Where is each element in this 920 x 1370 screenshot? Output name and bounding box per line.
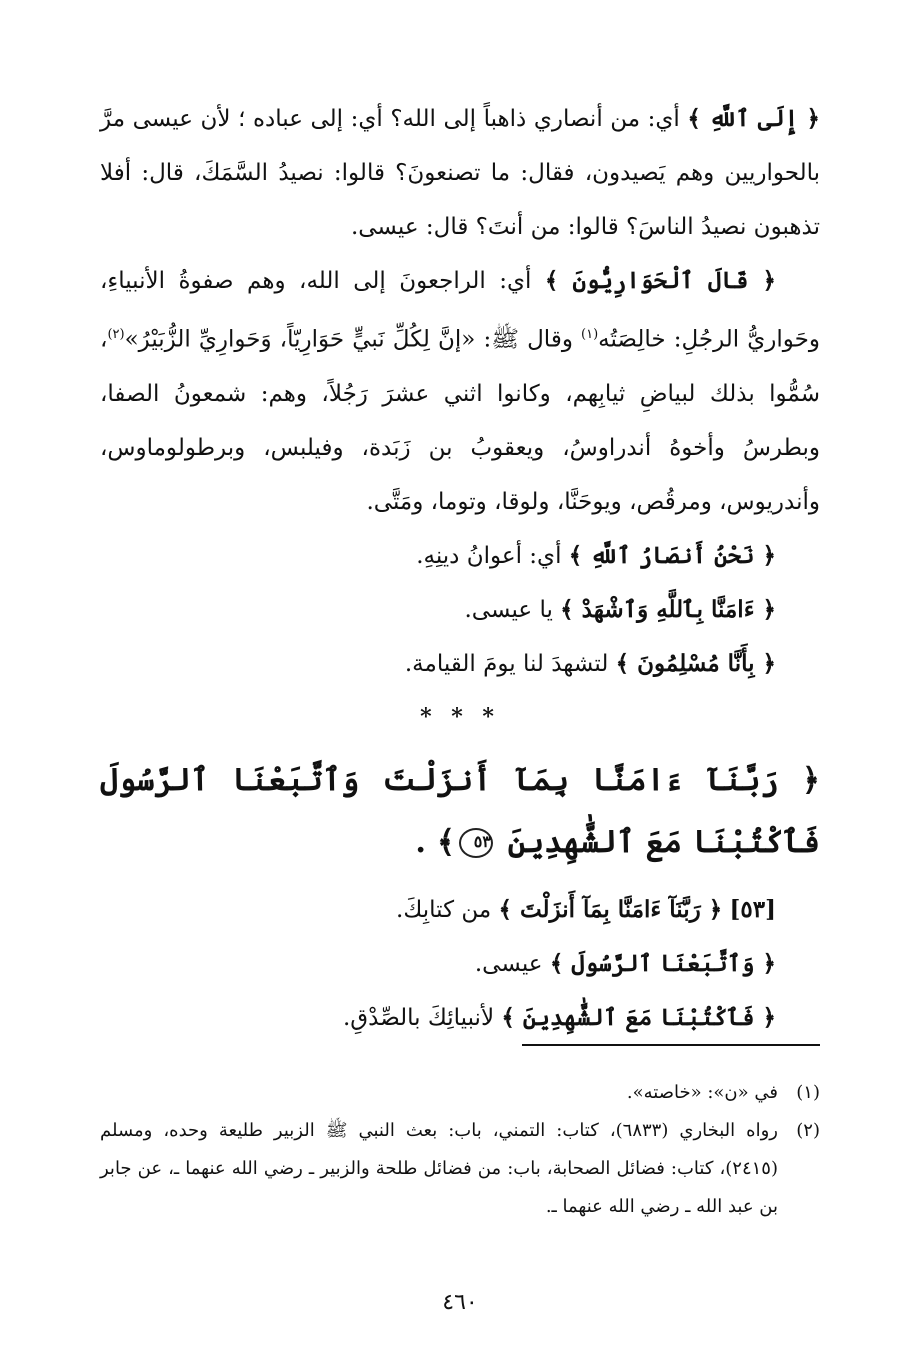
line-4 [100, 883, 820, 937]
footnote-ref-2: (٢) [107, 327, 125, 342]
paragraph-text: أي: من أنصاري ذاهباً إلى الله؟ أي: إلى عباده ؛ لأن عيسى مرَّ بالحواريين وهم يَصيدون، فقال: ما تصنعونَ؟ قالوا: نصيدُ السَّمَكَ، قال: أفلا تذهبون نصيدُ الناسَ؟ قالوا: من أنتَ؟ قال: عيسى. [100, 106, 820, 240]
footnote-number: (٢) [796, 1120, 820, 1141]
section-separator: * * * [420, 703, 500, 730]
line-text: لتشهدَ لنا يومَ القيامة. [404, 650, 616, 677]
quran-citation: ﴿ ءَامَنَّا بِٱللَّهِ وَٱشْهَدْ ﴾ [560, 595, 776, 623]
quran-citation: ﴿ بِأَنَّا مُسْلِمُونَ ﴾ [615, 649, 776, 677]
quran-citation: ﴿ وَٱتَّبَعْنَا ٱلرَّسُولَ ﴾ [549, 949, 776, 977]
quran-citation: ﴿ إِلَى ٱللَّهِ ﴾ [687, 105, 820, 132]
footnote-divider [522, 1044, 820, 1046]
line-text: أي: أعوانُ دينِهِ. [416, 542, 569, 569]
quran-citation: ﴿ قَالَ ٱلْحَوَارِيُّونَ ﴾ [544, 267, 776, 294]
verse-ref-number: [٥٣] [729, 895, 776, 923]
paragraph-text: ، سُمُّوا بذلك لبياضِ ثيابِهم، وكانوا اثني عشرَ رَجُلاً، وهم: شمعونُ الصفا، وبطرسُ وأخوهُ أندراوسُ، ويعقوبُ بن زَبَدة، وفيلبس، وبرطولوماوس، وأندريوس، ومرقُص، ويوحَنَّا، ولوقا، وتوما، ومَتَّى. [100, 326, 820, 515]
verse-heading [100, 749, 820, 873]
line-text: عيسى. [474, 950, 550, 977]
footnotes [100, 1074, 820, 1226]
line-text: يا عيسى. [464, 596, 561, 623]
line-6 [100, 991, 820, 1045]
footnote-text: في «ن»: «خاصته». [626, 1082, 778, 1103]
verse-number-icon: ٥٣ [459, 828, 493, 858]
line-text: لأنبيائِكَ بالصِّدْقِ. [342, 1004, 502, 1031]
page-body [100, 92, 820, 1045]
quran-citation: ﴿ رَبَّنَآ ءَامَنَّا بِمَآ أَنزَلْتَ ﴾ [498, 895, 723, 923]
quran-citation: ﴿ نَحْنُ أَنصَارُ ٱللَّهِ ﴾ [568, 541, 776, 569]
footnote-1 [100, 1074, 820, 1112]
footnote-number: (١) [796, 1082, 820, 1103]
paragraph-2 [100, 254, 820, 529]
verse-close: ﴾ . [415, 823, 455, 860]
footnote-ref-1: (١) [581, 327, 599, 342]
line-text: من كتابِكَ. [396, 896, 499, 923]
page-number: ٤٦٠ [442, 1290, 478, 1315]
quran-citation: ﴿ فَٱكْتُبْنَا مَعَ ٱلشَّٰهِدِينَ ﴾ [501, 1003, 776, 1031]
line-5 [100, 937, 820, 991]
paragraph-1 [100, 92, 820, 254]
line-1 [100, 529, 820, 583]
line-3 [100, 637, 820, 691]
verse-text: ﴿ رَبَّنَآ ءَامَنَّا بِمَآ أَنزَلْتَ وَٱتَّبَعْنَا ٱلرَّسُولَ فَٱكْتُبْنَا مَعَ ٱلشَّٰهِدِينَ [100, 761, 820, 860]
line-2 [100, 583, 820, 637]
paragraph-text: وقال ﷺ: «إنَّ لِكُلِّ نَبيٍّ حَوَارِيّاً، وَحَوارِيِّ الزُّبَيْرُ» [124, 326, 582, 353]
footnote-2 [100, 1112, 820, 1226]
paragraph-text: أي: الراجعونَ إلى الله، وهم صفوةُ الأنبياءِ، وحَواريُّ الرجُلِ: خالِصَتُه [100, 268, 820, 353]
footnote-text: رواه البخاري (٦٨٣٣)، كتاب: التمني، باب: بعث النبي ﷺ الزبير طليعة وحده، ومسلم (٢٤١٥)، كتاب: فضائل الصحابة، باب: من فضائل طلحة والزبير ـ رضي الله عنهما ـ، عن جابر بن عبد الله ـ رضي الله عنهما ـ. [100, 1120, 778, 1217]
